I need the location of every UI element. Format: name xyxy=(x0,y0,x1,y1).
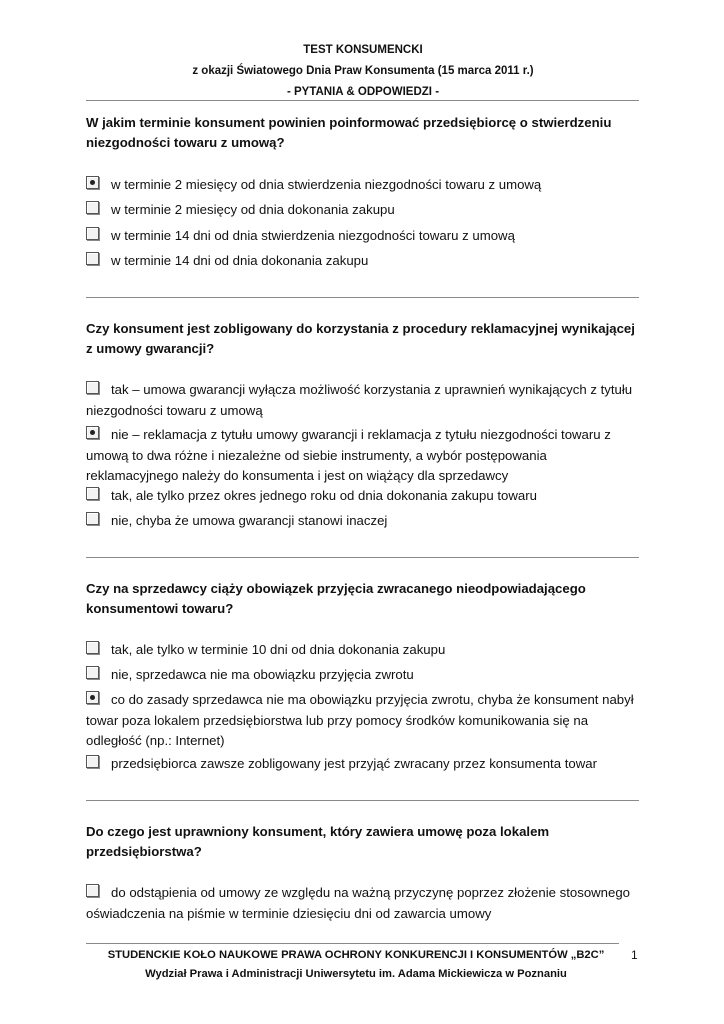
answer-text: w terminie 14 dni od dnia dokonania zakupu xyxy=(111,253,369,268)
answer-option[interactable] xyxy=(86,251,638,272)
question-2: Czy konsument jest zobligowany do korzystania z procedury reklamacyjnej wynikającej z umowy gwarancji? xyxy=(86,321,635,356)
section-divider xyxy=(86,557,639,558)
answer-option[interactable] xyxy=(86,380,638,421)
answer-text: tak, ale tylko w terminie 10 dni od dnia dokonania zakupu xyxy=(111,642,446,657)
radio-checked-icon[interactable] xyxy=(86,691,99,704)
page-number: 1 xyxy=(631,948,638,962)
header-subtitle: z okazji Światowego Dnia Praw Konsumenta (15 marca 2011 r.) xyxy=(192,65,534,77)
answer-text: w terminie 14 dni od dnia stwierdzenia niezgodności towaru z umową xyxy=(111,228,515,243)
answer-text: tak, ale tylko przez okres jednego roku od dnia dokonania zakupu towaru xyxy=(111,488,537,503)
question-3: Czy na sprzedawcy ciąży obowiązek przyjęcia zwracanego nieodpowiadającego konsumentowi towaru? xyxy=(86,581,586,616)
answer-text: nie, chyba że umowa gwarancji stanowi inaczej xyxy=(111,513,388,528)
answer-option[interactable] xyxy=(86,754,638,775)
footer-faculty: Wydział Prawa i Administracji Uniwersytetu im. Adama Mickiewicza w Poznaniu xyxy=(145,968,567,980)
answer-option[interactable] xyxy=(86,690,638,752)
radio-unchecked-icon[interactable] xyxy=(86,512,99,525)
answer-text: w terminie 2 miesięcy od dnia dokonania zakupu xyxy=(111,202,395,217)
answer-option[interactable] xyxy=(86,883,638,924)
answer-text: nie – reklamacja z tytułu umowy gwarancji i reklamacja z tytułu niezgodności towaru z umową to dwa różne i niezależne od siebie instrumenty, a wybór postępowania reklamacyjnego należy do konsumenta i jest on wiążący dla sprzedawcy xyxy=(86,427,611,483)
radio-unchecked-icon[interactable] xyxy=(86,487,99,500)
answer-option[interactable] xyxy=(86,486,638,507)
radio-unchecked-icon[interactable] xyxy=(86,641,99,654)
question-1: W jakim terminie konsument powinien poinformować przedsiębiorcę o stwierdzeniu niezgodności towaru z umową? xyxy=(86,115,612,150)
radio-unchecked-icon[interactable] xyxy=(86,666,99,679)
answer-text: nie, sprzedawca nie ma obowiązku przyjęcia zwrotu xyxy=(111,667,414,682)
answer-option[interactable] xyxy=(86,511,638,532)
footer-organization: STUDENCKIE KOŁO NAUKOWE PRAWA OCHRONY KONKURENCJI I KONSUMENTÓW „B2C” xyxy=(107,949,605,961)
radio-checked-icon[interactable] xyxy=(86,426,99,439)
section-divider xyxy=(86,800,639,801)
header-divider xyxy=(86,100,639,101)
header-title: TEST KONSUMENCKI xyxy=(303,44,423,56)
footer-divider xyxy=(86,943,619,944)
radio-checked-icon[interactable] xyxy=(86,176,99,189)
radio-unchecked-icon[interactable] xyxy=(86,227,99,240)
answer-option[interactable] xyxy=(86,665,638,686)
answer-text: tak – umowa gwarancji wyłącza możliwość korzystania z uprawnień wynikających z tytułu niezgodności towaru z umową xyxy=(86,382,633,418)
answer-option[interactable] xyxy=(86,200,638,221)
answer-option[interactable] xyxy=(86,640,638,661)
answer-text: w terminie 2 miesięcy od dnia stwierdzenia niezgodności towaru z umową xyxy=(111,177,542,192)
answer-option[interactable] xyxy=(86,226,638,247)
answer-text: przedsiębiorca zawsze zobligowany jest przyjąć zwracany przez konsumenta towar xyxy=(111,756,597,771)
radio-unchecked-icon[interactable] xyxy=(86,884,99,897)
answer-text: co do zasady sprzedawca nie ma obowiązku przyjęcia zwrotu, chyba że konsument nabył towar poza lokalem przedsiębiorstwa lub przy pomocy środków komunikowania się na odległość (np.: Internet) xyxy=(86,692,634,748)
answer-text: do odstąpienia od umowy ze względu na ważną przyczynę poprzez złożenie stosownego oświadczenia na piśmie w terminie dziesięciu dni od zawarcia umowy xyxy=(86,885,631,921)
radio-unchecked-icon[interactable] xyxy=(86,201,99,214)
answer-option[interactable] xyxy=(86,175,638,196)
radio-unchecked-icon[interactable] xyxy=(86,381,99,394)
section-divider xyxy=(86,297,639,298)
answer-option[interactable] xyxy=(86,425,638,487)
document-header xyxy=(86,40,640,103)
question-4: Do czego jest uprawniony konsument, który zawiera umowę poza lokalem przedsiębiorstwa? xyxy=(86,824,550,859)
document-footer xyxy=(86,946,626,984)
header-section-label: - PYTANIA & ODPOWIEDZI - xyxy=(286,86,440,98)
radio-unchecked-icon[interactable] xyxy=(86,252,99,265)
radio-unchecked-icon[interactable] xyxy=(86,755,99,768)
